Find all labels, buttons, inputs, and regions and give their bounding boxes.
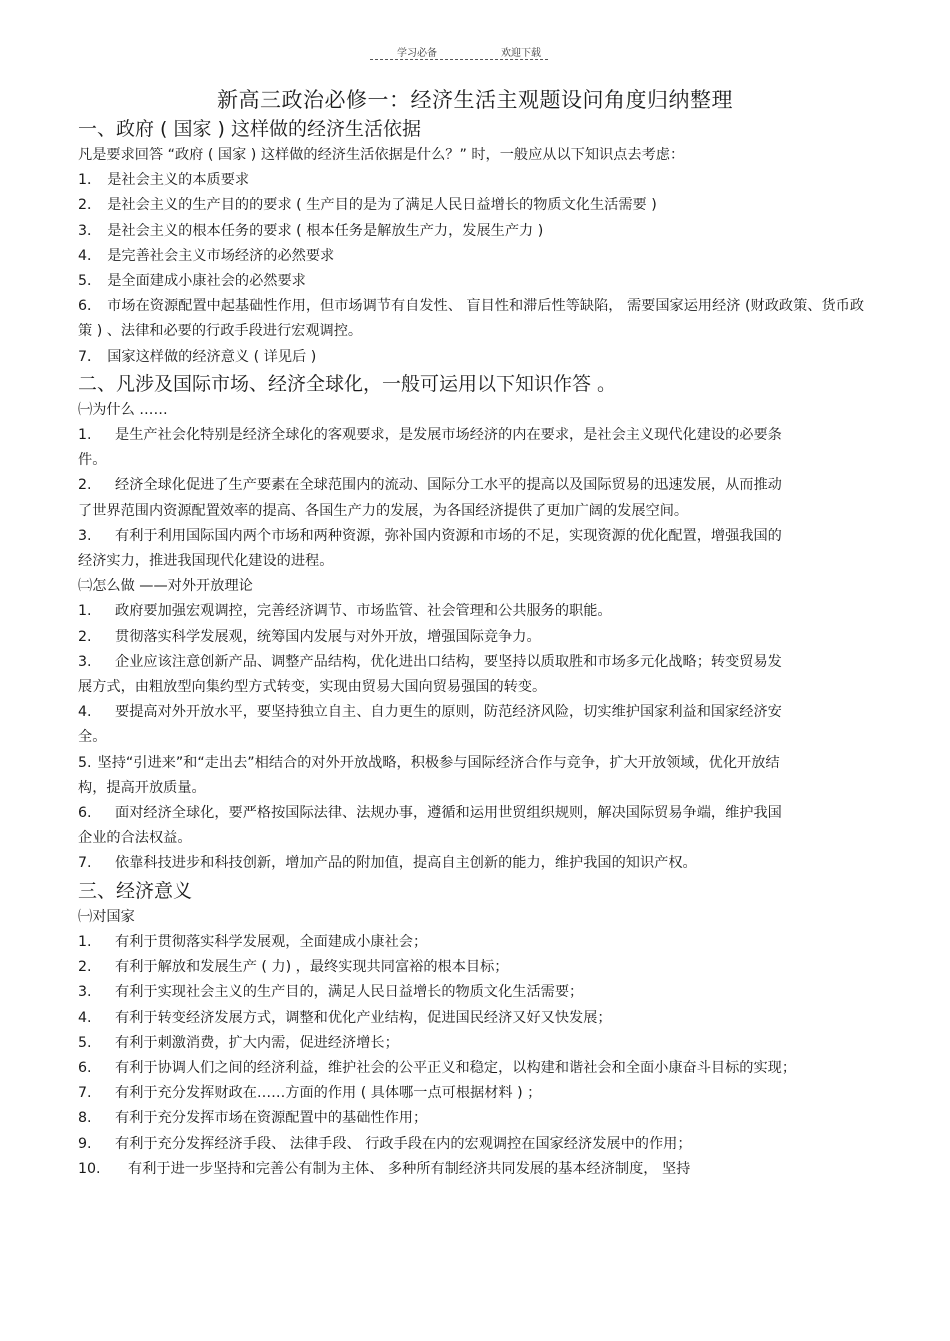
header-left-text: 学习必备 (397, 48, 437, 59)
list-item: 6. 有利于协调人们之间的经济利益，维护社会的公平正义和稳定，以构建和谐社会和全面小康奋斗目标的实现； (78, 1059, 797, 1076)
section-1-heading: 一、政府 ( 国家 ) 这样做的经济生活依据 (78, 118, 421, 140)
list-item: 7． 国家这样做的经济意义 ( 详见后 ) (78, 348, 317, 365)
list-item: 3. 企业应该注意创新产品、调整产品结构，优化进出口结构，要坚持以质取胜和市场多元化战略；转变贸易发展方式，由粗放型向集约型方式转变，实现由贸易大国向贸易强国的转变。 (78, 653, 782, 696)
list-item: 4． 是完善社会主义市场经济的必然要求 (78, 247, 335, 264)
list-item: 1. 有利于贯彻落实科学发展观，全面建成小康社会； (78, 933, 428, 950)
list-item: 8. 有利于充分发挥市场在资源配置中的基础性作用； (78, 1110, 428, 1127)
document-title: 新高三政治必修一：经济生活主观题设问角度归纳整理 (217, 88, 733, 112)
list-item: 3. 有利于利用国际国内两个市场和两种资源，弥补国内资源和市场的不足，实现资源的优化配置，增强我国的经济实力，推进我国现代化建设的进程。 (78, 527, 782, 570)
list-item: 10. 有利于进一步坚持和完善公有制为主体、 多种所有制经济共同发展的基本经济制度， 坚持 (78, 1160, 691, 1177)
list-item: 6． 市场在资源配置中起基础性作用，但市场调节有自发性、 盲目性和滞后性等缺陷， 需要国家运用经济 (财政政策、货币政策 ) 、法律和必要的行政手段进行宏观调控。 (78, 298, 865, 340)
list-item: 2. 贯彻落实科学发展观，统筹国内发展与对外开放，增强国际竞争力。 (78, 628, 541, 645)
list-item: 5． 是全面建成小康社会的必然要求 (78, 273, 306, 290)
header-divider (370, 59, 548, 60)
section-2-sub-1-label: ㈠为什么 …… (78, 401, 168, 418)
list-item: 1. 政府要加强宏观调控，完善经济调节、市场监管、社会管理和公共服务的职能。 (78, 603, 612, 620)
list-item: 6. 面对经济全球化，要严格按国际法律、法规办事，遵循和运用世贸组织规则，解决国际贸易争端，维护我国企业的合法权益。 (78, 805, 782, 847)
section-3-heading: 三、经济意义 (78, 879, 193, 902)
list-item: 2． 是社会主义的生产目的的要求 ( 生产目的是为了满足人民日益增长的物质文化生活需要 ) (78, 197, 657, 214)
section-2-sub-1-list (78, 423, 790, 574)
list-item: 9. 有利于充分发挥经济手段、 法律手段、 行政手段在内的宏观调控在国家经济发展中的作用； (78, 1135, 692, 1152)
header-right-text: 欢迎下载 (501, 48, 541, 59)
list-item: 7. 依靠科技进步和科技创新，增加产品的附加值，提高自主创新的能力，维护我国的知识产权。 (78, 855, 697, 872)
section-1-list (78, 168, 870, 370)
page-header (370, 44, 550, 64)
section-2-sub-2-label: ㈡怎么做 ——对外开放理论 (78, 578, 253, 595)
list-item: 7. 有利于充分发挥财政在……方面的作用 ( 具体哪一点可根据材料 ) ； (78, 1085, 542, 1102)
document-body (78, 115, 870, 1182)
section-3-sub-1-label: ㈠对国家 (78, 908, 135, 925)
list-item: 5. 坚持“引进来”和“走出去”相结合的对外开放战略，积极参与国际经济合作与竞争，扩大开放领域，优化开放结构，提高开放质量。 (78, 754, 780, 796)
list-item: 4. 要提高对外开放水平，要坚持独立自主、自力更生的原则，防范经济风险，切实维护国家利益和国家经济安全。 (78, 704, 782, 746)
list-item: 2. 经济全球化促进了生产要素在全球范围内的流动、国际分工水平的提高以及国际贸易的迅速发展，从而推动了世界范围内资源配置效率的提高、各国生产力的发展，为各国经济提供了更加广阔的发展空间。 (78, 477, 782, 519)
section-1-intro: 凡是要求回答 “政府 ( 国家 ) 这样做的经济生活依据是什么？” 时，一般应从以下知识点去考虑： (78, 147, 685, 163)
list-item: 5. 有利于刺激消费，扩大内需，促进经济增长； (78, 1034, 399, 1051)
section-3-sub-1-list (78, 930, 870, 1182)
list-item: 1. 是生产社会化特别是经济全球化的客观要求，是发展市场经济的内在要求，是社会主义现代化建设的必要条件。 (78, 427, 782, 469)
list-item: 3． 是社会主义的根本任务的要求 ( 根本任务是解放生产力，发展生产力 ) (78, 222, 544, 239)
list-item: 2. 有利于解放和发展生产 ( 力) ，最终实现共同富裕的根本目标； (78, 959, 509, 976)
section-2-sub-2-list (78, 599, 790, 876)
list-item: 3. 有利于实现社会主义的生产目的，满足人民日益增长的物质文化生活需要； (78, 984, 584, 1001)
section-2-heading: 二、凡涉及国际市场、经济全球化，一般可运用以下知识作答 。 (78, 372, 617, 395)
list-item: 4. 有利于转变经济发展方式，调整和优化产业结构，促进国民经济又好又快发展； (78, 1009, 612, 1026)
list-item: 1． 是社会主义的本质要求 (78, 172, 250, 189)
